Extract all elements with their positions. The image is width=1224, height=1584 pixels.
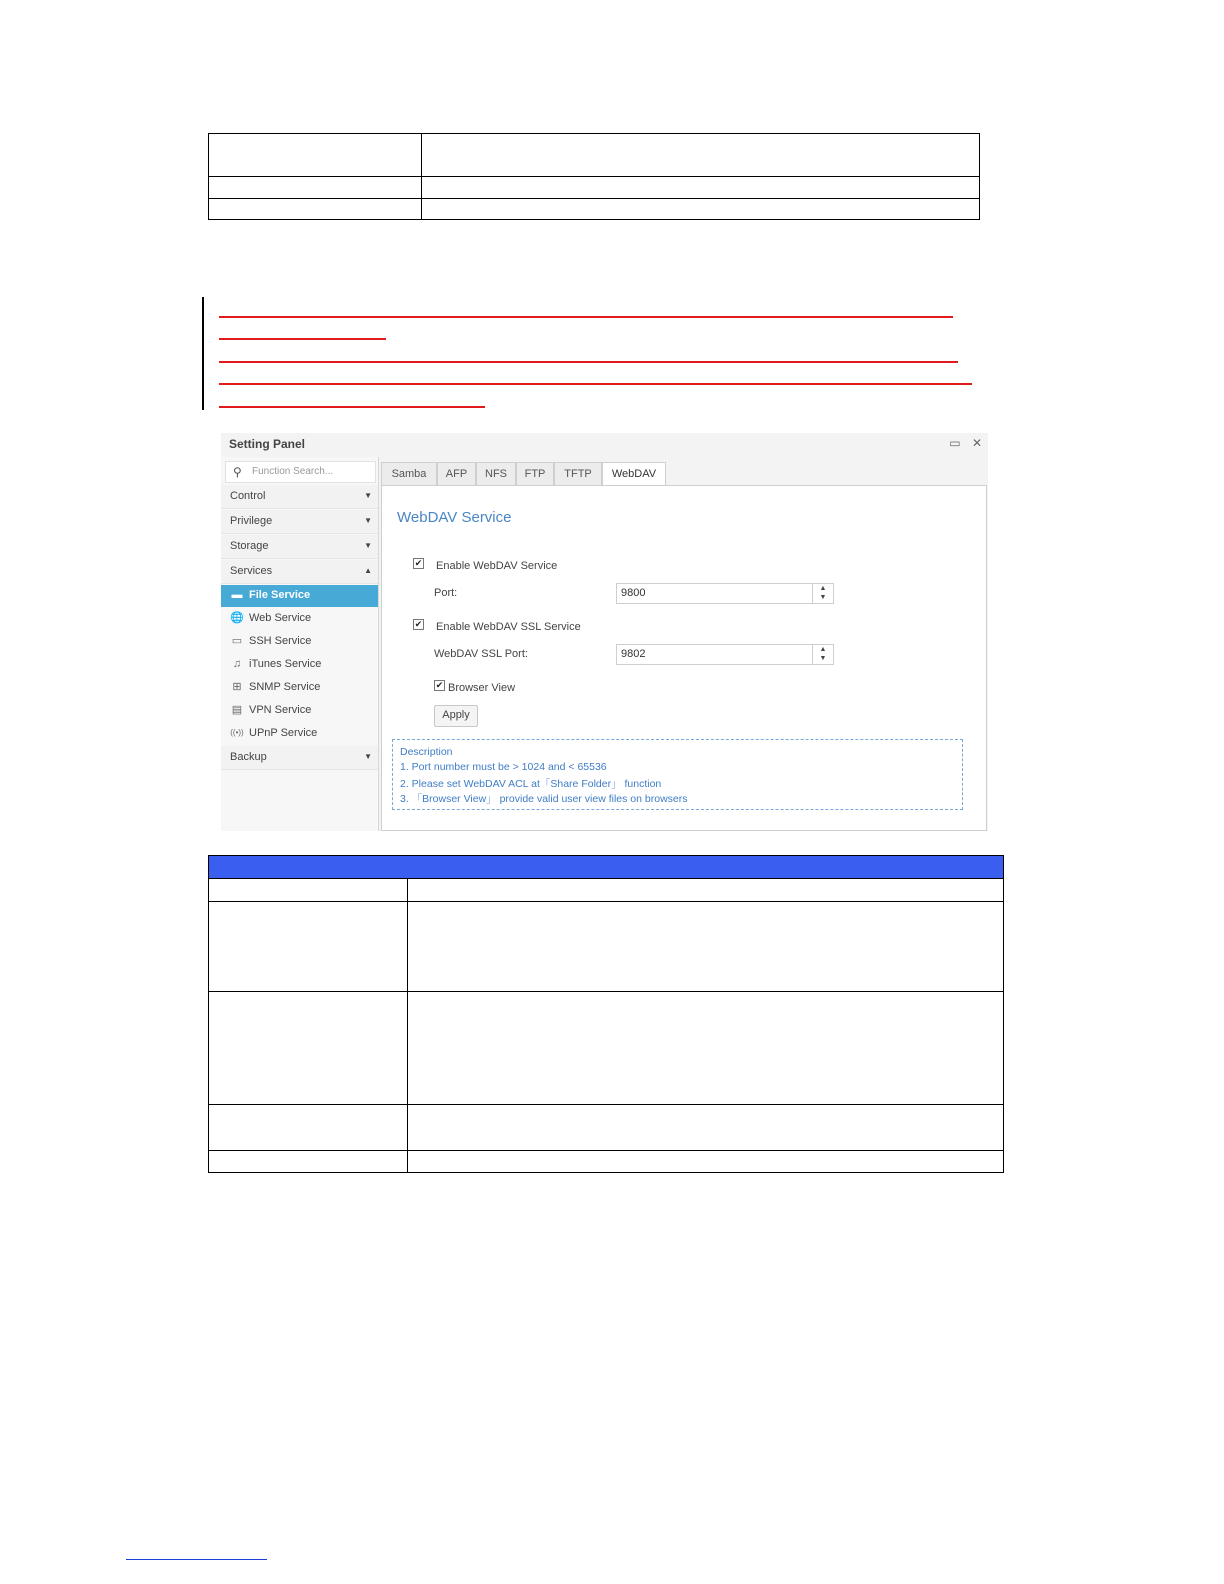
table-row-divider (209, 176, 979, 177)
sidebar-section-backup[interactable] (221, 746, 378, 770)
sidebar-section-label: Services (230, 565, 273, 577)
sidebar-item-upnp-service[interactable] (221, 723, 378, 745)
tab-nfs[interactable]: NFS (476, 462, 516, 485)
maximize-icon[interactable]: ▭ (949, 436, 961, 450)
sidebar-section-services[interactable] (221, 560, 378, 584)
folder-icon: ▬ (231, 589, 243, 601)
sidebar (221, 457, 379, 831)
setting-panel (221, 433, 988, 831)
sidebar-section-control[interactable] (221, 485, 378, 509)
table-row-divider (209, 1150, 1003, 1151)
port-value: 9800 (621, 587, 646, 599)
sidebar-item-label: VPN Service (249, 704, 312, 716)
sidebar-section-storage[interactable] (221, 535, 378, 559)
chevron-down-icon: ▼ (364, 752, 372, 761)
browser-view-checkbox[interactable]: ✔ (435, 680, 444, 690)
sidebar-item-snmp-service[interactable] (221, 677, 378, 699)
enable-ssl-label: Enable WebDAV SSL Service (436, 621, 581, 633)
sidebar-section-label: Privilege (230, 515, 273, 527)
tab-tftp[interactable]: TFTP (554, 462, 602, 485)
footnote-rule (126, 1559, 267, 1560)
table-header (209, 856, 1003, 879)
tab-webdav[interactable]: WebDAV (602, 462, 666, 487)
vpn-icon: ▤ (231, 704, 243, 716)
search-input[interactable] (225, 461, 376, 483)
chevron-up-icon: ▲ (364, 566, 372, 575)
sidebar-item-label: UPnP Service (249, 727, 318, 739)
enable-webdav-label: Enable WebDAV Service (436, 560, 558, 572)
sidebar-item-file-service[interactable] (221, 585, 378, 607)
spinner-icon[interactable]: ▲ ▼ (812, 584, 833, 603)
sidebar-item-web-service[interactable] (221, 608, 378, 630)
port-field[interactable] (616, 583, 834, 604)
sidebar-item-label: Web Service (249, 612, 312, 624)
chevron-down-icon: ▼ (364, 491, 372, 500)
tab-ftp[interactable]: FTP (516, 462, 554, 485)
window-controls (941, 436, 982, 450)
sidebar-item-ssh-service[interactable] (221, 631, 378, 653)
bottom-table (208, 855, 1004, 1173)
sidebar-section-privilege[interactable] (221, 510, 378, 534)
revision-line (219, 338, 386, 340)
chevron-down-icon: ▼ (364, 516, 372, 525)
globe-icon: 🌐 (230, 612, 244, 624)
description-line: 1. Port number must be > 1024 and < 65536 (400, 761, 607, 773)
table-column-divider (421, 134, 422, 219)
sidebar-section-label: Control (230, 490, 266, 502)
ssl-port-label: WebDAV SSL Port: (434, 648, 528, 660)
enable-ssl-checkbox[interactable]: ✔ (414, 619, 423, 629)
top-table (208, 133, 980, 220)
sidebar-item-label: SNMP Service (249, 681, 321, 693)
sidebar-section-label: Backup (230, 751, 267, 763)
section-title: WebDAV Service (397, 509, 512, 526)
webdav-content (381, 485, 987, 831)
search-placeholder: Function Search... (252, 466, 334, 477)
sidebar-item-label: iTunes Service (249, 658, 322, 670)
spinner-icon[interactable]: ▲ ▼ (812, 645, 833, 664)
sidebar-item-itunes-service[interactable] (221, 654, 378, 676)
enable-webdav-checkbox[interactable]: ✔ (414, 558, 423, 568)
tab-afp[interactable]: AFP (437, 462, 476, 485)
revision-bar (202, 297, 204, 410)
close-icon[interactable]: ✕ (971, 436, 982, 450)
ssl-port-value: 9802 (621, 648, 646, 660)
sidebar-item-vpn-service[interactable] (221, 700, 378, 722)
terminal-icon: ▭ (231, 635, 243, 647)
revision-line (219, 383, 972, 385)
browser-view-label: Browser View (448, 682, 516, 694)
description-box (392, 739, 963, 810)
sidebar-item-label: File Service (249, 589, 311, 601)
port-label: Port: (434, 587, 458, 599)
network-icon: ⊞ (232, 681, 242, 693)
description-line: 2. Please set WebDAV ACL at「Share Folder」 function (400, 778, 662, 790)
revision-line (219, 316, 953, 318)
ssl-port-field[interactable] (616, 644, 834, 665)
table-row-divider (209, 198, 979, 199)
tab-samba[interactable]: Samba (381, 462, 437, 485)
antenna-icon: ((•)) (230, 728, 244, 737)
description-title: Description (400, 746, 453, 758)
revision-line (219, 361, 958, 363)
chevron-down-icon: ▼ (364, 541, 372, 550)
table-row-divider (209, 991, 1003, 992)
search-icon: ⚲ (233, 465, 242, 479)
sidebar-item-label: SSH Service (249, 635, 312, 647)
apply-button[interactable]: Apply (434, 705, 478, 727)
sidebar-section-label: Storage (230, 540, 269, 552)
table-column-divider (407, 878, 408, 1172)
music-note-icon: ♫ (232, 658, 242, 670)
table-row-divider (209, 901, 1003, 902)
table-row-divider (209, 1104, 1003, 1105)
revision-line (219, 406, 485, 408)
description-line: 3. 「Browser View」 provide valid user view files on browsers (400, 793, 688, 805)
panel-title: Setting Panel (229, 437, 306, 451)
